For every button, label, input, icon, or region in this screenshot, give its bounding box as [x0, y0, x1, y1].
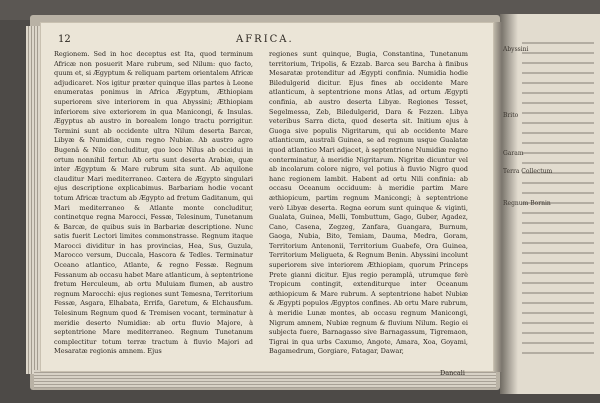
margin-note: Terra Collectum — [503, 168, 553, 175]
left-page — [40, 22, 494, 377]
margin-note: Garam — [503, 150, 524, 157]
text-column-left — [54, 50, 253, 368]
margin-note: Abyssini — [503, 46, 529, 53]
page-header — [58, 34, 480, 48]
margin-note: Regnum Bornin — [503, 200, 551, 207]
running-title: AFRICA. — [236, 34, 294, 45]
catchword: Dancali — [440, 369, 465, 377]
page-edges-left — [26, 26, 40, 374]
page-number: 12 — [58, 34, 71, 45]
text-column-right — [269, 50, 468, 368]
page-edges-bottom — [34, 370, 496, 388]
column-right-text: regiones sunt quinque, Bugia, Constantina, Tunetanum territorium, Tripolis, & Ezzab. Barca seu Barcha à finibus Mesaratæ protenditur ad Ægypti confinia. Numidia hodie Biledulgerid dicitur. Ejus fines ab occidente Mare atlanticum, à septentrione mons Atlas, ad ortum Ægypti confinia, ab austro deserta Libyæ. Regiones Tesset, Segelmessa, Zeb, Biledulgerid, Dara & Fezzen. Libya veteribus Sarra dicta, quod deserta sit. Initium ejus à Guoga sive populis Nigritarum, qui ab occidente Mare atlanticum, australi Guinea, se ad regnum usque Gualatæ quod atlantico Mari adjacet, à septentrione Numidiæ regno conterminatur, à meridie Nigritarum. Nigritæ dicuntur vel ab incolarum colore nigro, vel potius à fluvio Nigro quod hanc regionem lambit. Habent ad ortu Nili confinia: ab occasu Oceanum occiduum: à meridie partim Mare æthiopicum, partim regnum Manicongi; à septentrione verò Libyæ deserta. Regna eorum sunt quinque & viginti, Gualata, Guinea, Melli, Tombuttum, Gago, Guber, Agadez, Cano, Casena, Zegzeg, Zanfara, Guangara, Burnum, Gaoga, Nubia, Bito, Temiam, Dauma, Medra, Goram, Territorium Antenonii, Territorium Guabefe, Ora Guinea, Territorium Meligueta, & Regnum Benin. Abyssini incolunt superiorem sive interiorem Æthiopiam, quorum Princeps Prete gianni dicitur. Ejus regio peramplâ, utrumque ferè Tropicum contingit, extenditurque inter Oceanum æthiopicum & Mare rubrum. A septentrione habet Nubiæ & Ægypti populos Ægyptos confines. Ab ortu Mare rubrum, à meridie Lunæ montes, ab occasu regnum Manicongi, Nigrum amnem, Nubiæ regnum & fluvium Nilum. Regio ei subjecta fuere, Barnagasso sive Barnagassum, Tigremaon, Tigrai in qua urbs Caxumo, Angote, Amara, Xoa, Goyami, Bagamedrum, Gorgiare, Fatagar, Dawar, — [269, 50, 468, 356]
column-left-text: Regionem. Sed in hoc deceptus est Ita, quod terminum Africæ non posuerit Mare rubrum, sed Nilum: quo facto, quum et, si Ægyptum & reliquam partem orientalem Africæ adjudicaret. Nos igitur præter quinque illas partes à Leone enumeratas ponimus in Africa Ægyptum, Æthiopiam superiorem sive interiorem in qua Abyssini; Æthiopiam inferiorem sive exteriorem in qua Manicongi, & Insulas. Ægyptus ab austro in borealem longo tractu porrigitur. Termini sunt ab occidente ultra Nilum deserta Barcæ, Libyæ & Numidiæ, cum regno Nubiæ. Ab austro agro Bugenâ & Nilo concluditur, quo loco Nilus ab occidui in ortum nonnihil fertur. Ab ortu sunt deserta Arabiæ, quæ inter Ægyptum & Mare rubrum sita sunt. Ab aquilone clauditur Mari mediterraneo. Cætera de Ægypto singulari ejus descriptione explicabimus. Barbariam hodie vocant totum Africæ tractum ab Ægypto ad fretum Gaditanum, qui Mari mediterraneo & Atlante monte concluditur, continetque regna Marocci, Fessæ, Telesinum, Tunetanum & Barcæ, de quibus suis in Barbariæ descriptione. Nunc satis fuerit Lectori limites commonstrasse. Regnum itaque Marocci dividitur in has provincias, Hea, Sus, Guzula, Marocco versum, Duccala, Hascora & Tedles. Terminatur Oceano atlantico, Atlante, & regno Fessæ. Regnum Fessanum ab occasu habet Mare atlanticum, à septentrione fretum Herculeum, ab ortu Muluiam flumen, ab austro regnum Marocchi: ejus regiones sunt Temesna, Territorium Fessæ, Asgara, Elhabata, Errifa, Garetum, & Elchausfum. Telesinum Regnum quod & Tremisen vocant, terminatur à meridie deserto Numidiæ: ab ortu fluvio Majore, à septentrione Mare mediterraneo. Regnum Tunetanum complectitur totum terræ tractum à fluvio Majori ad Mesaratæ regionis amnem. Ejus — [54, 50, 253, 356]
margin-note: Brito — [503, 112, 519, 119]
